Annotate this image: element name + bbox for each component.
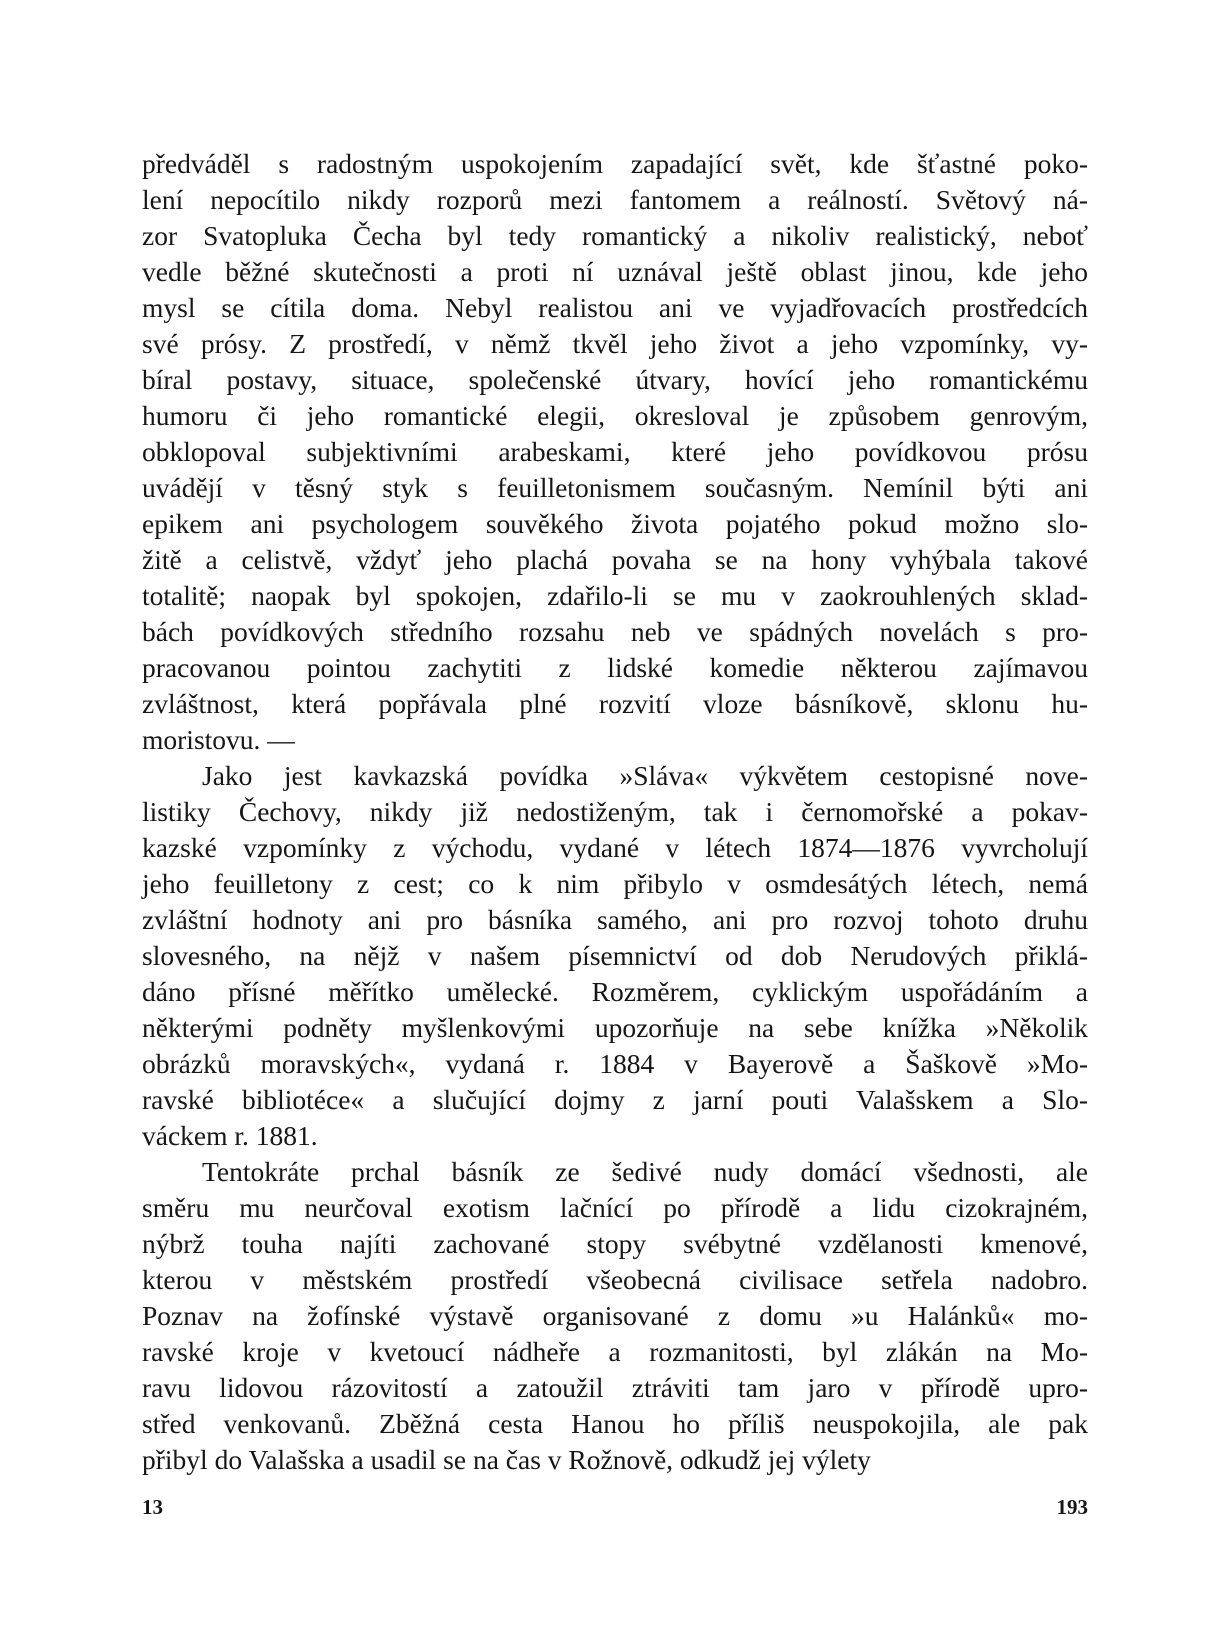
text-line: vedle běžné skutečnosti a proti ní uznával ještě oblast jinou, kde jeho [142, 256, 1088, 287]
text-line: bíral postavy, situace, společenské útvary, hovící jeho romantickému [142, 364, 1088, 395]
text-line: Poznav na žofínské výstavě organisované z domu »u Halánků« mo- [142, 1300, 1088, 1331]
text-line: dáno přísné měřítko umělecké. Rozměrem, cyklickým uspořádáním a [142, 976, 1088, 1007]
text-line: nýbrž touha najíti zachované stopy svébytné vzdělanosti kmenové, [142, 1228, 1088, 1259]
text-line: zvláštní hodnoty ani pro básníka samého, ani pro rozvoj tohoto druhu [142, 904, 1088, 935]
text-line: uvádějí v těsný styk s feuilletonismem současným. Nemínil býti ani [142, 472, 1088, 503]
text-line: listiky Čechovy, nikdy již nedostiženým, tak i černomořské a pokav- [142, 796, 1088, 827]
text-line: pracovanou pointou zachytiti z lidské komedie některou zajímavou [142, 652, 1088, 683]
text-line: moristovu. — [142, 724, 295, 755]
text-line: ravské bibliotéce« a slučující dojmy z jarní pouti Valašskem a Slo- [142, 1084, 1088, 1115]
text-line: ravské kroje v kvetoucí nádheře a rozmanitosti, byl zlákán na Mo- [142, 1336, 1088, 1367]
page-footer [142, 1492, 1088, 1522]
text-line: epikem ani psychologem souvěkého života pojatého pokud možno slo- [142, 508, 1088, 539]
text-line: totalitě; naopak byl spokojen, zdařilo-li se mu v zaokrouhlených sklad- [142, 580, 1088, 611]
text-line: obklopoval subjektivními arabeskami, které jeho povídkovou prósu [142, 436, 1088, 467]
text-line: své prósy. Z prostředí, v němž tkvěl jeho život a jeho vzpomínky, vy- [142, 328, 1088, 359]
text-line: střed venkovanů. Zběžná cesta Hanou ho příliš neuspokojila, ale pak [142, 1408, 1088, 1439]
page-number: 193 [1056, 1495, 1088, 1519]
text-line: Tentokráte prchal básník ze šedivé nudy domácí všednosti, ale [202, 1156, 1088, 1187]
text-line: slovesného, na nějž v našem písemnictví od dob Nerudových přiklá- [142, 940, 1088, 971]
text-line: humoru či jeho romantické elegii, okresloval je způsobem genrovým, [142, 400, 1088, 431]
printer-signature-mark: 13 [142, 1495, 163, 1519]
paragraph [142, 758, 1088, 1154]
text-line: bách povídkových středního rozsahu neb ve spádných novelách s pro- [142, 616, 1088, 647]
text-line: Jako jest kavkazská povídka »Sláva« výkvětem cestopisné nove- [202, 760, 1088, 791]
text-line: obrázků moravských«, vydaná r. 1884 v Bayerově a Šaškově »Mo- [142, 1048, 1088, 1079]
text-line: ravu lidovou rázovitostí a zatoužil ztráviti tam jaro v přírodě upro- [142, 1372, 1088, 1403]
text-line: směru mu neurčoval exotism lačnící po přírodě a lidu cizokrajném, [142, 1192, 1088, 1223]
text-line: mysl se cítila doma. Nebyl realistou ani ve vyjadřovacích prostředcích [142, 292, 1088, 323]
paragraph [142, 146, 1088, 758]
text-line: předváděl s radostným uspokojením zapadající svět, kde šťastné poko- [142, 148, 1088, 179]
text-line: kazské vzpomínky z východu, vydané v létech 1874—1876 vyvrcholují [142, 832, 1088, 863]
text-line: některými podněty myšlenkovými upozorňuje na sebe knížka »Několik [142, 1012, 1088, 1043]
text-line: zor Svatopluka Čecha byl tedy romantický a nikoliv realistický, neboť [142, 220, 1088, 251]
text-line: váckem r. 1881. [142, 1120, 318, 1151]
text-line: kterou v městském prostředí všeobecná civilisace setřela nadobro. [142, 1264, 1088, 1295]
text-line: zvláštnost, která popřávala plné rozvití vloze básníkově, sklonu hu- [142, 688, 1088, 719]
text-line: jeho feuilletony z cest; co k nim přibylo v osmdesátých létech, nemá [142, 868, 1088, 899]
text-line: lení nepocítilo nikdy rozporů mezi fantomem a reálností. Světový ná- [142, 184, 1088, 215]
body-text [142, 146, 1088, 1478]
paragraph [142, 1154, 1088, 1478]
text-line: přibyl do Valašska a usadil se na čas v Rožnově, odkudž jej výlety [142, 1444, 871, 1475]
text-line: žitě a celistvě, vždyť jeho plachá povaha se na hony vyhýbala takové [142, 544, 1088, 575]
